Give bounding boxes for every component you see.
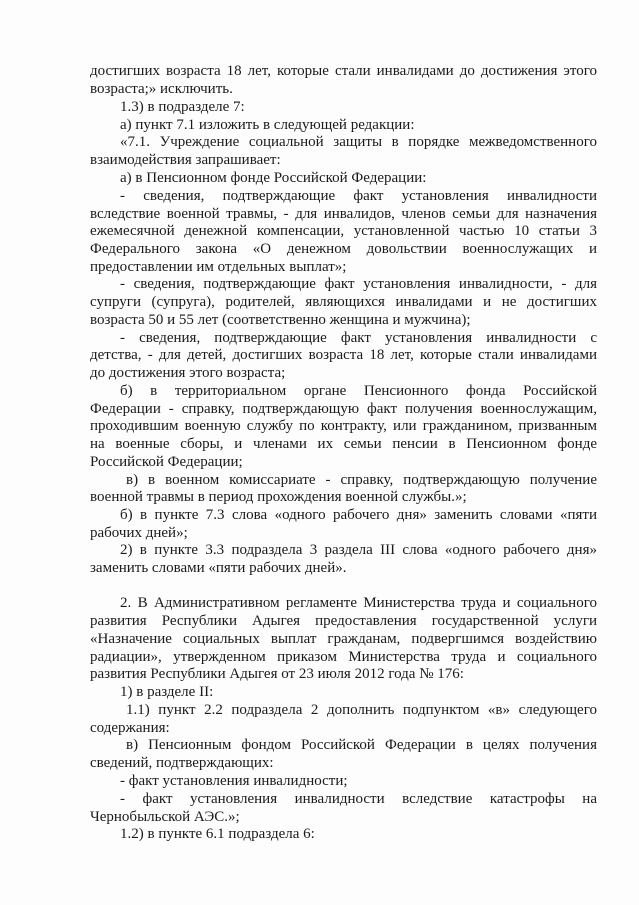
text-line: радиации», утвержденном приказом Министерства труда и социального [90, 649, 597, 665]
text-line: б) в пункте 7.3 слова «одного рабочего дня» заменить словами «пяти [120, 507, 597, 523]
text-line: 2. В Административном регламенте Министерства труда и социального [120, 595, 597, 611]
text-line: 1.2) в пункте 6.1 подраздела 6: [120, 826, 315, 842]
text-line: военной травмы в период прохождения военной службы.»; [90, 489, 467, 505]
text-line: развития Республики Адыгея предоставления государственной услуги [90, 613, 597, 629]
text-line: - сведения, подтверждающие факт установления инвалидности с [120, 330, 597, 346]
text-line: ежемесячной денежной компенсации, установленной частью 10 статьи 3 [90, 223, 597, 239]
text-line: достигших возраста 18 лет, которые стали инвалидами до достижения этого [90, 63, 597, 79]
text-line: - факт установления инвалидности вследствие катастрофы на [120, 791, 597, 807]
text-line: - факт установления инвалидности; [120, 773, 348, 789]
text-line: детства, - для детей, достигших возраста 18 лет, которые стали инвалидами [90, 347, 597, 363]
text-line: предоставлении им отдельных выплат»; [90, 259, 347, 275]
text-line: 1.1) пункт 2.2 подраздела 2 дополнить подпунктом «в» следующего [126, 702, 597, 718]
text-line: в) Пенсионным фондом Российской Федерации в целях получения [126, 737, 597, 753]
text-line: а) в Пенсионном фонде Российской Федерации: [120, 170, 427, 186]
text-line: - сведения, подтверждающие факт установления инвалидности, - для [120, 276, 597, 292]
text-line: 1.3) в подразделе 7: [120, 99, 245, 115]
text-line: 1) в разделе II: [120, 684, 214, 700]
text-line: заменить словами «пяти рабочих дней». [90, 560, 347, 576]
text-line: б) в территориальном органе Пенсионного фонда Российской [120, 383, 597, 399]
text-line: Чернобыльской АЭС.»; [90, 809, 240, 825]
text-line: на военные сборы, и членами их семьи пенсии в Пенсионном фонде [90, 436, 597, 452]
text-line: Федерального закона «О денежном довольствии военнослужащих и [90, 241, 597, 257]
text-line: возраста;» исключить. [90, 81, 233, 97]
text-line: проходившим военную службу по контракту, или гражданином, призванным [90, 418, 597, 434]
text-line: содержания: [90, 720, 170, 736]
text-line: возраста 50 и 55 лет (соответственно женщина и мужчина); [90, 312, 471, 328]
text-line: а) пункт 7.1 изложить в следующей редакции: [120, 117, 415, 133]
text-line: Федерации - справку, подтверждающую факт получения военнослужащим, [90, 401, 597, 417]
text-line: «7.1. Учреждение социальной защиты в порядке межведомственного [120, 134, 597, 150]
text-line: рабочих дней»; [90, 525, 188, 541]
text-line: - сведения, подтверждающие факт установления инвалидности [120, 188, 597, 204]
text-line: вследствие военной травмы, - для инвалидов, членов семьи для назначения [90, 206, 597, 222]
text-line: развития Республики Адыгея от 23 июля 2012 года № 176: [90, 666, 464, 682]
text-line: «Назначение социальных выплат гражданам, подвергшимся воздействию [90, 631, 597, 647]
text-line: 2) в пункте 3.3 подраздела 3 раздела III слова «одного рабочего дня» [120, 542, 597, 558]
text-line: в) в военном комиссариате - справку, подтверждающую получение [126, 472, 597, 488]
text-line: до достижения этого возраста; [90, 365, 286, 381]
text-line: Российской Федерации; [90, 454, 243, 470]
text-line: супруги (супруга), родителей, являющихся инвалидами и не достигших [90, 294, 597, 310]
text-line: взаимодействия запрашивает: [90, 152, 281, 168]
text-line: сведений, подтверждающих: [90, 755, 274, 771]
